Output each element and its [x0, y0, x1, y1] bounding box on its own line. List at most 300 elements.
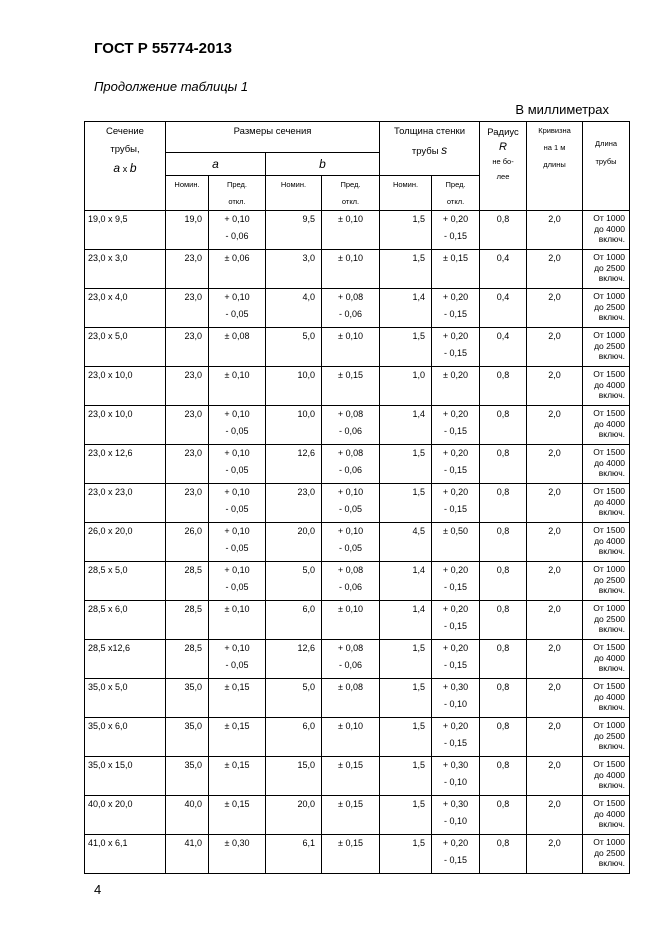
header-radius-line4: лее: [496, 172, 510, 181]
cell-s-deviation-upper: + 0,20: [442, 487, 469, 497]
cell-s-deviation-lower: - 0,15: [444, 348, 468, 358]
cell-b-deviation: [322, 757, 380, 796]
cell-b-deviation-upper: + 0,10: [337, 526, 364, 536]
cell-curvature: 2,0: [527, 211, 583, 250]
header-curvature-line3: длины: [543, 160, 566, 169]
cell-s-deviation-upper: + 0,30: [442, 799, 469, 809]
cell-length-line: включ.: [598, 312, 626, 322]
cell-length-line: до 2500: [594, 340, 626, 351]
cell-s-nominal: 1,5: [380, 445, 432, 484]
cell-s-deviation-lower: - 0,15: [444, 465, 468, 475]
cell-length: [583, 328, 630, 367]
cell-s-deviation: [432, 367, 480, 406]
cell-length-line: От 1000: [593, 330, 626, 340]
cell-a-deviation-lower: - 0,05: [225, 426, 249, 436]
header-dim-b: b: [266, 153, 380, 176]
cell-section: 23,0 х 12,6: [85, 445, 166, 484]
cell-a-deviation: [209, 211, 266, 250]
cell-s-deviation-upper: + 0,30: [442, 682, 469, 692]
cell-length-line: От 1000: [593, 291, 626, 301]
table-row: [85, 640, 630, 679]
cell-a-nominal: 28,5: [166, 601, 209, 640]
cell-s-deviation: [432, 796, 480, 835]
cell-length-line: до 4000: [594, 769, 626, 780]
document-standard-title: ГОСТ Р 55774-2013: [94, 40, 233, 57]
cell-b-deviation-upper: ± 0,10: [338, 214, 363, 224]
cell-b-deviation: [322, 718, 380, 757]
cell-b-nominal: 6,0: [266, 718, 322, 757]
cell-a-deviation-lower: - 0,05: [225, 309, 249, 319]
cell-a-nominal: 23,0: [166, 289, 209, 328]
cell-s-nominal: 1,5: [380, 679, 432, 718]
cell-radius: 0,8: [480, 835, 527, 874]
cell-length-line: включ.: [598, 273, 626, 283]
cell-b-deviation: [322, 484, 380, 523]
cell-b-nominal: 3,0: [266, 250, 322, 289]
cell-b-deviation: [322, 250, 380, 289]
cell-b-deviation: [322, 406, 380, 445]
table-row: [85, 523, 630, 562]
cell-s-nominal: 1,5: [380, 640, 432, 679]
table-body: [85, 211, 630, 874]
cell-length: [583, 679, 630, 718]
cell-s-deviation-upper: ± 0,50: [443, 526, 469, 536]
cell-length: [583, 289, 630, 328]
cell-length-line: включ.: [598, 468, 626, 478]
header-radius-line3: не бо-: [492, 157, 514, 166]
cell-b-nominal: 20,0: [266, 796, 322, 835]
header-section-line2: трубы,: [110, 144, 140, 155]
cell-radius: 0,8: [480, 796, 527, 835]
table-row: [85, 562, 630, 601]
table-row: [85, 211, 630, 250]
cell-a-deviation-upper: ± 0,15: [224, 760, 250, 770]
cell-length-line: до 2500: [594, 574, 626, 585]
cell-b-deviation-upper: ± 0,08: [338, 682, 363, 692]
cell-a-deviation: [209, 250, 266, 289]
cell-curvature: 2,0: [527, 640, 583, 679]
cell-length-line: включ.: [598, 429, 626, 439]
header-dev-a: Пред. откл.: [209, 176, 266, 211]
cell-s-deviation: [432, 601, 480, 640]
cell-section: 40,0 х 20,0: [85, 796, 166, 835]
cell-a-deviation: [209, 445, 266, 484]
cell-s-nominal: 1,4: [380, 289, 432, 328]
cell-s-deviation: [432, 484, 480, 523]
cell-s-nominal: 1,0: [380, 367, 432, 406]
table-row: [85, 757, 630, 796]
cell-length: [583, 796, 630, 835]
cell-s-nominal: 1,5: [380, 796, 432, 835]
cell-length: [583, 757, 630, 796]
cell-length-line: до 2500: [594, 730, 626, 741]
cell-a-deviation-upper: + 0,10: [224, 487, 250, 497]
cell-length-line: включ.: [598, 702, 626, 712]
cell-length-line: до 2500: [594, 301, 626, 312]
cell-a-deviation-upper: ± 0,10: [224, 604, 250, 614]
cell-a-deviation-upper: ± 0,06: [224, 253, 250, 263]
cell-a-deviation-upper: + 0,10: [224, 565, 250, 575]
cell-a-nominal: 28,5: [166, 562, 209, 601]
cell-s-deviation-lower: - 0,15: [444, 504, 468, 514]
cell-s-nominal: 1,5: [380, 211, 432, 250]
cell-b-deviation-lower: - 0,05: [339, 504, 363, 514]
cell-a-deviation: [209, 601, 266, 640]
cell-a-deviation-upper: + 0,10: [224, 448, 250, 458]
cell-s-deviation-lower: - 0,15: [444, 309, 468, 319]
units-note: В миллиметрах: [515, 102, 609, 117]
header-section: [85, 122, 166, 211]
cell-a-deviation-upper: + 0,10: [224, 292, 250, 302]
cell-a-nominal: 40,0: [166, 796, 209, 835]
cell-a-deviation-lower: - 0,05: [225, 582, 249, 592]
cell-b-deviation-lower: - 0,06: [339, 660, 363, 670]
cell-b-deviation: [322, 601, 380, 640]
cell-b-deviation-upper: ± 0,15: [338, 760, 363, 770]
cell-length-line: включ.: [598, 780, 626, 790]
cell-section: 35,0 х 15,0: [85, 757, 166, 796]
cell-a-nominal: 23,0: [166, 445, 209, 484]
table-row: [85, 445, 630, 484]
cell-b-deviation-upper: ± 0,15: [338, 370, 363, 380]
cell-curvature: 2,0: [527, 367, 583, 406]
cell-curvature: 2,0: [527, 757, 583, 796]
cell-b-deviation: [322, 367, 380, 406]
cell-s-deviation-upper: + 0,20: [442, 448, 469, 458]
cell-section: 23,0 х 10,0: [85, 406, 166, 445]
cell-length-line: до 4000: [594, 223, 626, 234]
cell-b-nominal: 4,0: [266, 289, 322, 328]
cell-curvature: 2,0: [527, 523, 583, 562]
header-radius-var: R: [499, 141, 507, 153]
table-row: [85, 328, 630, 367]
cell-length-line: От 1000: [593, 213, 626, 223]
cell-length-line: включ.: [598, 390, 626, 400]
cell-b-deviation-upper: ± 0,15: [338, 838, 363, 848]
cell-b-deviation-upper: ± 0,10: [338, 721, 363, 731]
cell-a-nominal: 28,5: [166, 640, 209, 679]
cell-a-deviation: [209, 523, 266, 562]
cell-s-deviation: [432, 640, 480, 679]
table-row: [85, 718, 630, 757]
cell-a-deviation: [209, 835, 266, 874]
cell-s-deviation-lower: - 0,10: [444, 777, 468, 787]
cell-b-deviation: [322, 328, 380, 367]
header-dim-a: a: [166, 153, 266, 176]
table-row: [85, 367, 630, 406]
cell-b-nominal: 12,6: [266, 640, 322, 679]
cell-a-deviation-upper: ± 0,08: [224, 331, 250, 341]
cell-s-deviation-lower: - 0,15: [444, 660, 468, 670]
header-dev-b: Пред. откл.: [322, 176, 380, 211]
cell-a-deviation-upper: + 0,10: [224, 214, 250, 224]
cell-a-nominal: 35,0: [166, 679, 209, 718]
cell-s-deviation: [432, 211, 480, 250]
table-row: [85, 289, 630, 328]
table-row: [85, 679, 630, 718]
cell-section: 28,5 х 6,0: [85, 601, 166, 640]
cell-a-deviation-lower: - 0,05: [225, 465, 249, 475]
cell-section: 23,0 х 23,0: [85, 484, 166, 523]
header-length: [583, 122, 630, 211]
cell-a-deviation-upper: ± 0,10: [224, 370, 250, 380]
cell-b-deviation-upper: ± 0,15: [338, 799, 363, 809]
cell-s-deviation-lower: - 0,15: [444, 582, 468, 592]
cell-b-deviation: [322, 523, 380, 562]
cell-b-deviation: [322, 289, 380, 328]
cell-curvature: 2,0: [527, 796, 583, 835]
cell-b-nominal: 6,1: [266, 835, 322, 874]
header-nom-s: Номин.: [380, 176, 432, 211]
cell-length-line: От 1500: [593, 681, 626, 691]
cell-length: [583, 484, 630, 523]
cell-b-deviation-lower: - 0,06: [339, 426, 363, 436]
cell-a-nominal: 19,0: [166, 211, 209, 250]
header-curvature: [527, 122, 583, 211]
cell-length-line: включ.: [598, 234, 626, 244]
cell-curvature: 2,0: [527, 562, 583, 601]
cell-s-nominal: 1,5: [380, 718, 432, 757]
cell-a-deviation: [209, 718, 266, 757]
cell-s-deviation: [432, 406, 480, 445]
cell-s-deviation-upper: + 0,20: [442, 331, 469, 341]
cell-length-line: От 1500: [593, 759, 626, 769]
cell-length-line: включ.: [598, 546, 626, 556]
cell-length-line: включ.: [598, 585, 626, 595]
cell-a-nominal: 26,0: [166, 523, 209, 562]
cell-radius: 0,8: [480, 211, 527, 250]
cell-s-deviation-upper: + 0,30: [442, 760, 469, 770]
cell-b-deviation-upper: + 0,08: [337, 292, 364, 302]
cell-radius: 0,8: [480, 367, 527, 406]
header-radius-line1: Радиус: [487, 127, 519, 138]
cell-length-line: От 1000: [593, 837, 626, 847]
cell-s-deviation-lower: - 0,15: [444, 855, 468, 865]
header-dev-s: Пред. откл.: [432, 176, 480, 211]
cell-length-line: до 4000: [594, 691, 626, 702]
header-thickness-line2: трубы: [411, 146, 439, 157]
cell-length: [583, 445, 630, 484]
header-radius: [480, 122, 527, 211]
cell-b-nominal: 12,6: [266, 445, 322, 484]
cell-a-deviation: [209, 484, 266, 523]
cell-length-line: От 1500: [593, 525, 626, 535]
cell-s-deviation: [432, 718, 480, 757]
cell-radius: 0,8: [480, 523, 527, 562]
cell-s-deviation-upper: + 0,20: [442, 214, 469, 224]
cell-s-deviation-lower: - 0,15: [444, 738, 468, 748]
cell-a-deviation: [209, 367, 266, 406]
cell-section: 35,0 х 5,0: [85, 679, 166, 718]
cell-length-line: до 2500: [594, 613, 626, 624]
cell-radius: 0,4: [480, 289, 527, 328]
cell-length-line: включ.: [598, 663, 626, 673]
cell-a-deviation: [209, 328, 266, 367]
cell-radius: 0,4: [480, 328, 527, 367]
cell-a-deviation: [209, 562, 266, 601]
cell-b-deviation-upper: + 0,08: [337, 409, 364, 419]
cell-radius: 0,8: [480, 757, 527, 796]
cell-s-deviation-upper: + 0,20: [442, 721, 469, 731]
cell-b-deviation-upper: + 0,08: [337, 448, 364, 458]
cell-s-deviation-lower: - 0,15: [444, 621, 468, 631]
cell-b-nominal: 6,0: [266, 601, 322, 640]
cell-b-deviation-lower: - 0,05: [339, 543, 363, 553]
cell-b-deviation-lower: - 0,06: [339, 465, 363, 475]
cell-b-nominal: 23,0: [266, 484, 322, 523]
cell-curvature: 2,0: [527, 289, 583, 328]
cell-length-line: От 1000: [593, 720, 626, 730]
cell-b-deviation-lower: - 0,06: [339, 309, 363, 319]
header-nom-b: Номин.: [266, 176, 322, 211]
cell-radius: 0,8: [480, 679, 527, 718]
cell-length-line: до 4000: [594, 418, 626, 429]
header-thickness-line1: Толщина стенки: [394, 126, 466, 137]
cell-s-nominal: 1,4: [380, 406, 432, 445]
table-row: [85, 796, 630, 835]
cell-s-deviation: [432, 445, 480, 484]
cell-s-deviation-upper: + 0,20: [442, 643, 469, 653]
cell-curvature: 2,0: [527, 718, 583, 757]
cell-a-deviation-lower: - 0,06: [225, 231, 249, 241]
cell-length: [583, 406, 630, 445]
cell-a-nominal: 23,0: [166, 367, 209, 406]
cell-radius: 0,8: [480, 718, 527, 757]
cell-a-deviation: [209, 640, 266, 679]
cell-length-line: до 4000: [594, 379, 626, 390]
cell-a-deviation: [209, 679, 266, 718]
table-row: [85, 484, 630, 523]
cell-length-line: до 4000: [594, 496, 626, 507]
cell-a-nominal: 41,0: [166, 835, 209, 874]
cell-section: 23,0 х 4,0: [85, 289, 166, 328]
cell-s-deviation-lower: - 0,10: [444, 699, 468, 709]
cell-a-deviation: [209, 796, 266, 835]
cell-radius: 0,4: [480, 250, 527, 289]
cell-a-nominal: 23,0: [166, 328, 209, 367]
cell-section: 26,0 х 20,0: [85, 523, 166, 562]
cell-a-nominal: 35,0: [166, 718, 209, 757]
cell-s-nominal: 1,5: [380, 835, 432, 874]
cell-length-line: От 1500: [593, 798, 626, 808]
cell-length-line: до 2500: [594, 847, 626, 858]
page-number: 4: [94, 882, 102, 897]
cell-section: 19,0 х 9,5: [85, 211, 166, 250]
cell-length-line: до 2500: [594, 262, 626, 273]
cell-a-nominal: 23,0: [166, 250, 209, 289]
header-thickness-var: s: [441, 143, 448, 157]
cell-length-line: включ.: [598, 858, 626, 868]
cell-a-deviation-lower: - 0,05: [225, 543, 249, 553]
cell-b-deviation-upper: ± 0,10: [338, 604, 363, 614]
cell-length: [583, 250, 630, 289]
cell-radius: 0,8: [480, 406, 527, 445]
cell-length-line: до 4000: [594, 652, 626, 663]
cell-curvature: 2,0: [527, 835, 583, 874]
cell-s-deviation-upper: + 0,20: [442, 409, 469, 419]
cell-s-deviation-lower: - 0,15: [444, 426, 468, 436]
cell-length: [583, 640, 630, 679]
cell-curvature: 2,0: [527, 484, 583, 523]
cell-length: [583, 601, 630, 640]
header-length-line2: трубы: [595, 157, 617, 166]
cell-curvature: 2,0: [527, 406, 583, 445]
cell-s-nominal: 1,5: [380, 757, 432, 796]
cell-s-deviation: [432, 835, 480, 874]
cell-length-line: включ.: [598, 741, 626, 751]
cell-s-deviation: [432, 328, 480, 367]
cell-curvature: 2,0: [527, 679, 583, 718]
cell-s-deviation: [432, 250, 480, 289]
cell-section: 28,5 х12,6: [85, 640, 166, 679]
cell-radius: 0,8: [480, 601, 527, 640]
cell-length-line: до 4000: [594, 535, 626, 546]
header-dims: Размеры сечения: [166, 122, 380, 153]
cell-section: 28,5 х 5,0: [85, 562, 166, 601]
cell-b-nominal: 10,0: [266, 367, 322, 406]
cell-length-line: до 4000: [594, 808, 626, 819]
cell-a-deviation-upper: ± 0,15: [224, 799, 250, 809]
cell-length-line: От 1500: [593, 486, 626, 496]
cell-section: 23,0 х 5,0: [85, 328, 166, 367]
cell-s-deviation: [432, 289, 480, 328]
header-curvature-line1: Кривизна: [538, 126, 571, 135]
cell-b-deviation: [322, 562, 380, 601]
cell-length-line: От 1000: [593, 564, 626, 574]
cell-a-deviation-upper: ± 0,15: [224, 682, 250, 692]
cell-a-deviation: [209, 289, 266, 328]
cell-s-deviation: [432, 562, 480, 601]
cell-length-line: От 1000: [593, 252, 626, 262]
cell-length-line: От 1500: [593, 369, 626, 379]
cell-b-nominal: 5,0: [266, 562, 322, 601]
cell-b-deviation: [322, 796, 380, 835]
header-section-var-b: b: [129, 161, 137, 175]
cell-curvature: 2,0: [527, 445, 583, 484]
cell-length: [583, 562, 630, 601]
cell-b-deviation: [322, 211, 380, 250]
cell-length-line: включ.: [598, 507, 626, 517]
cell-radius: 0,8: [480, 484, 527, 523]
cell-a-deviation: [209, 757, 266, 796]
cell-a-deviation-lower: - 0,05: [225, 660, 249, 670]
cell-a-deviation-upper: + 0,10: [224, 643, 250, 653]
cell-s-deviation: [432, 757, 480, 796]
cell-s-nominal: 1,5: [380, 484, 432, 523]
table-row: [85, 601, 630, 640]
cell-b-nominal: 9,5: [266, 211, 322, 250]
cell-b-nominal: 5,0: [266, 679, 322, 718]
cell-s-deviation-upper: ± 0,20: [443, 370, 469, 380]
cell-s-deviation-upper: ± 0,15: [443, 253, 469, 263]
header-nom-a: Номин.: [166, 176, 209, 211]
cell-length-line: От 1500: [593, 447, 626, 457]
cell-a-deviation-upper: ± 0,15: [224, 721, 250, 731]
table-row: [85, 406, 630, 445]
cell-length: [583, 835, 630, 874]
cell-b-deviation: [322, 835, 380, 874]
header-thickness: [380, 122, 480, 176]
cell-length-line: От 1500: [593, 408, 626, 418]
cell-b-nominal: 5,0: [266, 328, 322, 367]
cell-a-nominal: 23,0: [166, 484, 209, 523]
cell-s-deviation-upper: + 0,20: [442, 604, 469, 614]
cell-s-deviation: [432, 679, 480, 718]
cell-b-deviation: [322, 445, 380, 484]
header-section-var-a: a: [113, 161, 121, 175]
cell-b-deviation: [322, 679, 380, 718]
cell-b-deviation-upper: ± 0,10: [338, 331, 363, 341]
